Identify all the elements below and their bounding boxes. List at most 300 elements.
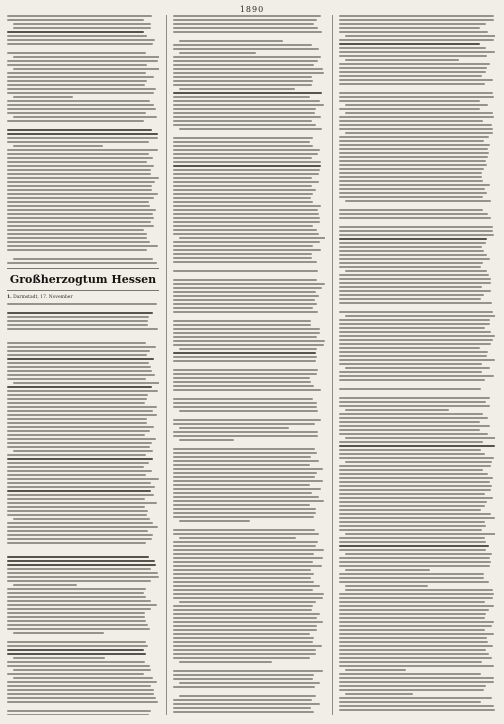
text-line xyxy=(345,200,491,202)
text-line xyxy=(7,649,144,651)
text-line xyxy=(339,319,490,321)
text-line xyxy=(173,452,317,454)
text-line xyxy=(173,398,313,400)
text-line xyxy=(339,278,491,280)
text-line xyxy=(179,695,316,697)
text-line xyxy=(173,500,324,502)
text-line xyxy=(7,526,158,528)
text-line xyxy=(173,484,310,486)
text-line xyxy=(339,302,492,304)
text-line xyxy=(7,414,157,416)
text-line xyxy=(7,386,152,388)
text-line xyxy=(339,525,486,527)
text-line xyxy=(173,464,310,466)
text-line xyxy=(339,100,480,102)
text-line xyxy=(7,129,152,131)
text-line xyxy=(339,226,493,228)
text-line xyxy=(173,249,321,251)
text-line xyxy=(339,545,489,547)
text-line xyxy=(7,470,152,472)
text-line xyxy=(339,565,490,567)
text-line xyxy=(7,490,151,492)
text-line xyxy=(339,192,487,194)
text-line xyxy=(339,473,488,475)
text-line xyxy=(339,405,490,407)
text-line xyxy=(7,446,150,448)
text-line xyxy=(7,576,159,578)
text-line xyxy=(339,513,491,515)
text-line xyxy=(339,323,490,325)
text-line xyxy=(173,299,315,301)
text-line xyxy=(173,60,318,62)
article-number: 1. xyxy=(7,295,12,300)
text-line xyxy=(173,585,320,587)
text-line xyxy=(173,356,317,358)
text-line xyxy=(7,390,158,392)
text-line xyxy=(7,197,154,199)
text-line xyxy=(7,608,151,610)
text-line xyxy=(173,369,318,371)
text-line xyxy=(173,193,313,195)
text-line xyxy=(173,149,320,151)
text-line xyxy=(173,381,311,383)
text-line xyxy=(173,165,321,167)
text-line xyxy=(7,422,147,424)
text-line xyxy=(179,237,325,239)
text-line xyxy=(7,600,151,602)
text-line xyxy=(339,246,482,248)
text-line xyxy=(7,560,155,562)
text-line xyxy=(173,169,320,171)
text-line xyxy=(7,366,151,368)
text-line xyxy=(7,568,151,570)
text-line xyxy=(339,641,488,643)
text-line xyxy=(7,19,144,21)
text-line xyxy=(13,116,157,118)
text-line xyxy=(13,518,150,520)
text-line xyxy=(339,689,484,691)
text-line xyxy=(339,505,485,507)
text-line xyxy=(339,375,494,377)
text-line xyxy=(339,217,491,219)
text-line xyxy=(173,225,313,227)
text-line xyxy=(173,177,312,179)
text-line xyxy=(339,335,495,337)
text-line xyxy=(173,201,313,203)
text-line xyxy=(7,84,145,86)
text-line xyxy=(173,56,321,58)
text-line xyxy=(7,592,144,594)
text-line xyxy=(7,189,152,191)
text-line xyxy=(345,437,495,439)
text-line xyxy=(7,604,157,606)
text-line xyxy=(339,529,482,531)
text-line xyxy=(7,354,147,356)
text-line xyxy=(13,657,105,659)
text-line xyxy=(345,693,413,695)
text-line xyxy=(339,144,490,146)
text-line xyxy=(339,677,494,679)
text-line xyxy=(339,573,484,575)
text-line xyxy=(7,628,150,630)
text-line xyxy=(339,481,490,483)
text-line xyxy=(339,67,487,69)
text-line xyxy=(173,589,313,591)
text-line xyxy=(339,613,486,615)
text-line xyxy=(339,327,485,329)
text-line xyxy=(173,605,313,607)
text-line xyxy=(173,303,317,305)
text-line xyxy=(339,621,494,623)
text-line xyxy=(173,112,315,114)
text-line xyxy=(7,564,156,566)
text-line xyxy=(7,209,156,211)
text-line xyxy=(173,311,318,313)
text-line xyxy=(7,588,146,590)
text-line xyxy=(7,494,154,496)
text-line xyxy=(339,617,485,619)
text-line xyxy=(345,35,495,37)
text-line xyxy=(7,482,151,484)
text-line xyxy=(7,374,155,376)
text-line xyxy=(173,48,319,50)
text-line xyxy=(7,328,158,330)
text-line xyxy=(339,661,482,663)
text-line xyxy=(173,31,322,33)
text-line xyxy=(7,346,156,348)
text-line xyxy=(173,64,314,66)
text-line xyxy=(173,377,310,379)
text-line xyxy=(179,52,256,54)
text-line xyxy=(339,266,481,268)
text-line xyxy=(7,233,147,235)
text-line xyxy=(339,445,495,447)
text-line xyxy=(339,561,491,563)
text-line xyxy=(7,522,153,524)
text-line xyxy=(173,360,316,362)
text-line xyxy=(13,27,151,29)
text-line xyxy=(7,434,145,436)
text-line xyxy=(339,124,492,126)
text-line xyxy=(339,453,485,455)
text-line xyxy=(339,433,488,435)
text-line xyxy=(173,448,315,450)
text-line xyxy=(7,685,151,687)
text-line xyxy=(7,120,144,122)
text-line xyxy=(173,120,312,122)
column-1 xyxy=(7,15,159,715)
text-line xyxy=(173,545,316,547)
text-line xyxy=(7,157,153,159)
text-line xyxy=(339,709,495,711)
text-line xyxy=(339,339,493,341)
text-line xyxy=(339,517,495,519)
text-line xyxy=(173,157,312,159)
text-line xyxy=(173,307,313,309)
text-line xyxy=(173,76,312,78)
text-line xyxy=(7,76,154,78)
text-line xyxy=(173,512,316,514)
text-line xyxy=(339,665,494,667)
text-line xyxy=(7,312,153,314)
text-line xyxy=(339,331,491,333)
column-rule-1 xyxy=(166,15,167,715)
text-line xyxy=(339,537,485,539)
text-line xyxy=(339,388,481,390)
text-line xyxy=(339,168,484,170)
text-line xyxy=(173,492,312,494)
text-line xyxy=(7,406,157,408)
text-line xyxy=(339,347,480,349)
text-line xyxy=(173,711,314,713)
text-line xyxy=(173,653,316,655)
text-line xyxy=(173,137,313,139)
text-line xyxy=(173,649,316,651)
text-line xyxy=(345,585,428,587)
text-line xyxy=(339,705,494,707)
text-line xyxy=(339,282,491,284)
text-line xyxy=(339,258,490,260)
text-line xyxy=(173,476,315,478)
text-line xyxy=(173,645,322,647)
text-line xyxy=(339,421,480,423)
text-line xyxy=(179,427,289,429)
text-line xyxy=(7,201,149,203)
text-line xyxy=(7,141,149,143)
text-line xyxy=(7,426,154,428)
text-line xyxy=(7,701,158,703)
text-line xyxy=(339,160,486,162)
text-line xyxy=(173,674,314,676)
text-line xyxy=(173,565,322,567)
text-line xyxy=(7,64,147,66)
text-line xyxy=(173,703,320,705)
text-line xyxy=(339,230,493,232)
text-line xyxy=(173,270,318,272)
text-line xyxy=(339,31,488,33)
section-rule-top xyxy=(7,268,159,269)
text-line xyxy=(173,68,323,70)
text-line xyxy=(173,336,317,338)
text-line xyxy=(173,217,320,219)
text-line xyxy=(173,707,311,709)
text-line xyxy=(173,279,317,281)
text-line xyxy=(7,88,156,90)
text-line xyxy=(13,96,73,98)
text-line xyxy=(339,633,494,635)
text-line xyxy=(339,148,488,150)
text-line xyxy=(339,79,493,81)
text-line xyxy=(339,501,487,503)
text-line xyxy=(173,625,317,627)
text-line xyxy=(345,553,492,555)
text-line xyxy=(173,529,315,531)
text-line xyxy=(7,502,157,504)
text-line xyxy=(339,425,490,427)
text-line xyxy=(173,332,320,334)
text-line xyxy=(7,177,159,179)
text-line xyxy=(173,633,310,635)
text-line xyxy=(7,673,144,675)
text-line xyxy=(339,477,493,479)
text-line xyxy=(179,40,283,42)
text-line xyxy=(173,340,325,342)
text-line xyxy=(339,294,484,296)
text-line xyxy=(173,197,311,199)
text-line xyxy=(7,398,147,400)
text-line xyxy=(7,661,145,663)
section-rule-bottom xyxy=(7,290,159,291)
article-dateline xyxy=(7,295,159,301)
text-line xyxy=(13,56,159,58)
text-line xyxy=(173,629,317,631)
text-line xyxy=(339,485,492,487)
text-line xyxy=(7,624,148,626)
text-line xyxy=(339,136,489,138)
text-line xyxy=(173,283,325,285)
text-line xyxy=(173,72,324,74)
text-line xyxy=(339,637,487,639)
text-line xyxy=(7,556,149,558)
text-line xyxy=(173,185,312,187)
text-line xyxy=(7,641,146,643)
text-line xyxy=(339,92,493,94)
text-line xyxy=(339,176,482,178)
text-line xyxy=(173,328,320,330)
text-line xyxy=(173,253,312,255)
text-line xyxy=(339,184,490,186)
text-line xyxy=(7,402,145,404)
text-line xyxy=(339,234,494,236)
text-line xyxy=(7,418,147,420)
text-line xyxy=(173,637,314,639)
text-line xyxy=(173,670,323,672)
text-line xyxy=(339,593,494,595)
text-line xyxy=(7,92,154,94)
text-line xyxy=(7,616,145,618)
text-line xyxy=(173,344,324,346)
text-line xyxy=(7,645,148,647)
dateline-text: Darmstadt, 17. November xyxy=(13,295,73,300)
text-line xyxy=(173,617,317,619)
text-line xyxy=(7,324,148,326)
text-line xyxy=(173,549,324,551)
text-line xyxy=(339,19,494,21)
text-line xyxy=(339,363,482,365)
text-line xyxy=(7,530,148,532)
text-line xyxy=(179,410,318,412)
text-line xyxy=(7,714,149,715)
text-line xyxy=(179,601,316,603)
text-line xyxy=(339,75,482,77)
text-line xyxy=(345,59,459,61)
text-line xyxy=(173,406,317,408)
text-line xyxy=(339,429,480,431)
text-line xyxy=(339,152,489,154)
text-line xyxy=(173,573,314,575)
text-line xyxy=(173,569,311,571)
text-line xyxy=(173,108,316,110)
text-line xyxy=(339,581,489,583)
text-line xyxy=(7,43,153,45)
text-line xyxy=(173,385,314,387)
text-line xyxy=(339,250,484,252)
text-line xyxy=(339,441,483,443)
text-line xyxy=(339,298,481,300)
text-line xyxy=(173,124,316,126)
text-line xyxy=(173,295,319,297)
text-line xyxy=(7,538,152,540)
text-line xyxy=(173,213,319,215)
text-line xyxy=(7,370,152,372)
text-line xyxy=(339,164,487,166)
text-line xyxy=(7,358,154,360)
text-line xyxy=(7,52,146,54)
text-line xyxy=(339,156,488,158)
text-line xyxy=(173,116,321,118)
text-line xyxy=(339,71,486,73)
text-line xyxy=(13,584,77,586)
text-line xyxy=(7,510,148,512)
text-line xyxy=(13,23,151,25)
text-line xyxy=(173,609,312,611)
text-line xyxy=(339,238,487,240)
text-line xyxy=(339,359,495,361)
text-line xyxy=(345,461,492,463)
text-line xyxy=(339,625,492,627)
text-line xyxy=(339,140,484,142)
text-line xyxy=(339,697,492,699)
text-line xyxy=(339,645,493,647)
text-line xyxy=(339,15,494,17)
text-line xyxy=(345,270,487,272)
text-line xyxy=(7,104,154,106)
text-line xyxy=(339,657,492,659)
text-line xyxy=(7,303,157,305)
text-line xyxy=(7,596,146,598)
text-line xyxy=(173,488,321,490)
text-line xyxy=(7,442,152,444)
text-line xyxy=(339,209,483,211)
text-line xyxy=(173,261,317,263)
text-line xyxy=(7,478,159,480)
text-line xyxy=(339,311,493,313)
text-line xyxy=(179,348,317,350)
text-line xyxy=(345,315,495,317)
text-line xyxy=(339,188,485,190)
text-line xyxy=(7,31,144,33)
text-line xyxy=(339,254,487,256)
text-line xyxy=(7,225,154,227)
text-line xyxy=(173,460,319,462)
text-line xyxy=(7,462,149,464)
text-line xyxy=(173,456,311,458)
text-line xyxy=(173,593,324,595)
text-line xyxy=(7,112,146,114)
text-line xyxy=(173,496,319,498)
text-line xyxy=(173,553,314,555)
text-line xyxy=(345,669,406,671)
text-line xyxy=(7,161,147,163)
text-line xyxy=(7,249,147,251)
text-line xyxy=(7,378,146,380)
text-line xyxy=(7,60,158,62)
text-line xyxy=(173,205,321,207)
text-line xyxy=(339,286,482,288)
text-line xyxy=(339,172,482,174)
text-line xyxy=(179,661,272,663)
text-line xyxy=(7,697,156,699)
